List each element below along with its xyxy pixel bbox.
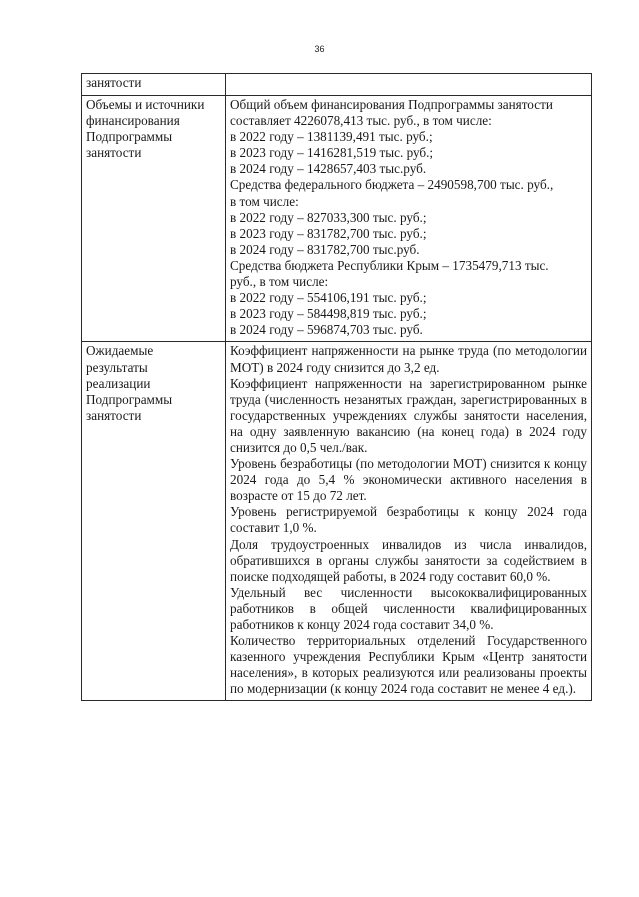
page-number: 36 [314, 44, 325, 54]
funding-line: в 2023 году – 584498,819 тыс. руб.; [230, 306, 427, 322]
funding-line: составляет 4226078,413 тыс. руб., в том числе: [230, 113, 492, 129]
label-line: Объемы и источники [86, 97, 205, 112]
label-line: финансирования [86, 113, 180, 129]
label-line: занятости [86, 145, 142, 161]
funding-line: Общий объем финансирования Подпрограммы занятости [230, 97, 553, 112]
row-content-cell [226, 74, 592, 96]
funding-line: в 2024 году – 596874,703 тыс. руб. [230, 322, 423, 338]
row-label-cell [82, 74, 226, 96]
funding-line: в 2022 году – 1381139,491 тыс. руб.; [230, 129, 433, 145]
funding-line: руб., в том числе: [230, 274, 329, 290]
funding-line: в 2023 году – 1416281,519 тыс. руб.; [230, 145, 434, 161]
result-paragraph: Коэффициент напряженности на зарегистрированном рынке труда (численность незанятых граждан, зарегистрированных в государственных учреждениях службы занятости населения, на одну заявленную вакансию (на конец года) в 2024 году снизится до 0,5 чел./вак. [230, 375, 587, 455]
label-line: реализации [86, 375, 151, 391]
row-label-cell [82, 96, 226, 342]
result-paragraph: Коэффициент напряженности на рынке труда (по методологии МОТ) в 2024 году снизится до 3,2 ед. [230, 343, 587, 375]
funding-line: в 2022 году – 827033,300 тыс. руб.; [230, 209, 427, 225]
funding-line: в 2023 году – 831782,700 тыс. руб.; [230, 225, 427, 241]
result-paragraph: Доля трудоустроенных инвалидов из числа инвалидов, обратившихся в органы службы занятости за содействием в поиске подходящей работы, в 2024 году составит 60,0 %. [230, 536, 587, 584]
table-row [82, 74, 592, 96]
row-content-cell [226, 342, 592, 701]
result-paragraph: Уровень регистрируемой безработицы к концу 2024 года составит 1,0 %. [230, 504, 587, 536]
table-row [82, 96, 592, 342]
result-paragraph: Удельный вес численности высококвалифицированных работников в общей численности квалифицированных работников к концу 2024 года составит 34,0 %. [230, 584, 587, 632]
funding-line: Средства федерального бюджета – 2490598,700 тыс. руб., [230, 177, 554, 193]
funding-line: в том числе: [230, 193, 299, 209]
label-line: занятости [86, 407, 142, 423]
label-line: Подпрограммы [86, 391, 173, 407]
row-content-cell [226, 96, 592, 342]
funding-line: Средства бюджета Республики Крым – 1735479,713 тыс. [230, 257, 549, 273]
funding-line: в 2024 году – 1428657,403 тыс.руб. [230, 161, 427, 177]
subprogram-passport-table [81, 73, 592, 701]
result-paragraph: Количество территориальных отделений Государственного казенного учреждения Республики Крым «Центр занятости населения», в которых реализуются или реализованы проекты по модернизации (к концу 2024 года составит не менее 4 ед.). [230, 633, 587, 697]
funding-line: в 2024 году – 831782,700 тыс.руб. [230, 241, 420, 257]
label-line: Подпрограммы [86, 129, 173, 145]
table-row [82, 342, 592, 701]
result-paragraph: Уровень безработицы (по методологии МОТ) снизится к концу 2024 года до 5,4 % экономически активного населения в возрасте от 15 до 72 лет. [230, 456, 587, 504]
label-line: Ожидаемые [86, 343, 154, 359]
label-line: результаты [86, 359, 148, 375]
label-line: занятости [86, 75, 142, 90]
funding-line: в 2022 году – 554106,191 тыс. руб.; [230, 290, 427, 306]
row-label-cell [82, 342, 226, 701]
